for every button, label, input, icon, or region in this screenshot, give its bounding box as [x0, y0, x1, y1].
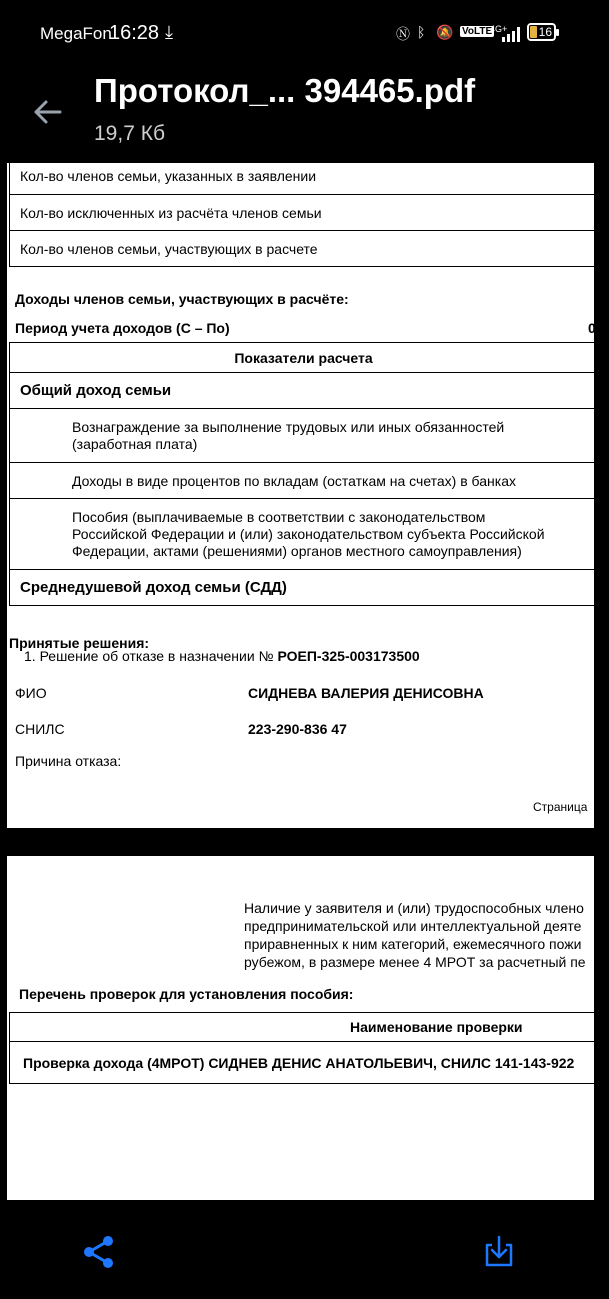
- volte-badge: VoLTE: [462, 26, 493, 37]
- period-label: Период учета доходов (С – По): [15, 320, 230, 336]
- nfc-icon: Ⓝ: [396, 26, 410, 42]
- pdf-page[interactable]: [7, 856, 594, 1200]
- income-item: Пособия (выплачиваемые в соответствии с законодательством Российской Федерации и (или) законодательством субъекта Российской Федерации, актами (решениями) органов местного самоуправления): [10, 499, 598, 570]
- income-item: Вознаграждение за выполнение трудовых или иных обязанностей (заработная плата): [10, 409, 598, 463]
- bottom-toolbar: [0, 1200, 600, 1299]
- total-income-label: Общий доход семьи: [10, 373, 598, 409]
- avg-income-label: Среднедушевой доход семьи (СДД): [10, 570, 598, 606]
- back-arrow-icon[interactable]: [30, 94, 66, 130]
- checks-table: [9, 1012, 609, 1084]
- table-row: Кол-во членов семьи, участвующих в расчете: [10, 231, 598, 267]
- table-row: Кол-во исключенных из расчёта членов семьи: [10, 195, 598, 231]
- snils-value: 223-290-836 47: [248, 721, 347, 737]
- family-count-table: [9, 157, 609, 267]
- battery-icon: [527, 23, 556, 41]
- pdf-page[interactable]: [7, 163, 594, 828]
- income-item: Доходы в виде процентов по вкладам (остаткам на счетах) в банках: [10, 463, 598, 499]
- carrier-name: MegaFon: [40, 24, 112, 43]
- indicators-header: Показатели расчета: [10, 343, 598, 373]
- fio-value: СИДНЕВА ВАЛЕРИЯ ДЕНИСОВНА: [248, 685, 484, 701]
- battery-level: 16: [538, 25, 552, 39]
- signal-icon: [500, 26, 522, 42]
- app-header: [0, 64, 600, 164]
- mute-icon: 🔕: [436, 24, 454, 40]
- income-table: [9, 342, 609, 606]
- table-row: Проверка дохода (4МРОТ) СИДНЕВ ДЕНИС АНАТОЛЬЕВИЧ, СНИЛС 141-143-922: [10, 1042, 609, 1084]
- clock: 16:28: [109, 22, 160, 44]
- status-bar: [0, 0, 600, 64]
- file-size: 19,7 Кб: [94, 122, 165, 145]
- decisions-heading: Принятые решения:: [9, 635, 150, 651]
- network-type: 4G+: [490, 24, 508, 34]
- share-icon[interactable]: [79, 1232, 119, 1272]
- period-value-cut: 0: [588, 320, 596, 336]
- table-row: Кол-во членов семьи, указанных в заявлении: [10, 158, 598, 195]
- file-title: Протокол_... 394465.pdf: [94, 72, 476, 109]
- fio-label: ФИО: [15, 685, 47, 701]
- checks-header: Наименование проверки: [10, 1013, 609, 1042]
- snils-label: СНИЛС: [15, 721, 65, 737]
- decision-number: РОЕП-325-003173500: [277, 648, 420, 664]
- refusal-reason-label: Причина отказа:: [15, 753, 122, 769]
- refusal-reason-text: Наличие у заявителя и (или) трудоспособных члено предпринимательской или интеллектуальной деяте приравненных к ним категорий, ежемесячного пожи рубежом, в размере менее 4 МРОТ за расчетный пе: [244, 900, 586, 970]
- download-status-icon: ⤓: [165, 22, 173, 42]
- checks-heading: Перечень проверок для установления пособия:: [19, 986, 354, 1002]
- download-icon[interactable]: [479, 1232, 519, 1272]
- decision-line: 1. Решение об отказе в назначении № РОЕП-325-003173500: [24, 648, 420, 664]
- income-heading: Доходы членов семьи, участвующих в расчёте:: [15, 291, 349, 307]
- page-footer: Страница: [533, 800, 588, 814]
- bluetooth-icon: ᛒ: [417, 24, 426, 40]
